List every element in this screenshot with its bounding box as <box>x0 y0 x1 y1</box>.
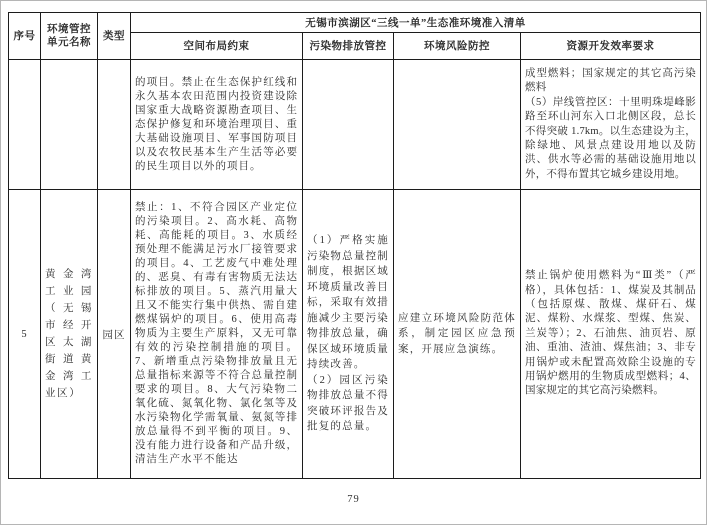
cell-row5-index: 5 <box>9 190 41 479</box>
cell-row5-resource: 禁止锅炉使用燃料为“Ⅲ类”（严格），具体包括：1、煤炭及其制品（包括原煤、散煤、煤矸石、煤泥、煤粉、水煤浆、型煤、焦炭、兰炭等）；2、石油焦、油页岩、原油、重油、渣油、煤焦油；3、非专用锅炉或未配置高效除尘设施的专用锅炉燃用的生物质成型燃料；4、国家规定的其它高污染燃料。 <box>521 190 701 479</box>
table-title: 无锡市滨湖区“三线一单”生态准环境准入清单 <box>131 13 701 33</box>
col-header-index: 序号 <box>9 13 41 60</box>
col-header-resource: 资源开发效率要求 <box>521 33 701 60</box>
cell-row5-pollutant: （1）严格实施污染物总量控制制度，根据区域环境质量改善目标，采取有效措施减少主要污染物排放总量，确保区域环境质量持续改善。 （2）园区污染物排放总量不得突破环评报告及批复的总量。 <box>303 190 394 479</box>
cell-row5-unit-name: 黄金湾工业园（无锡市经开区太湖街道黄金湾工业区） <box>41 190 98 479</box>
cell-row1-resource: 成型燃料；国家规定的其它高污染燃料 （5）岸线管控区：十里明珠堤峰影路至环山河东入口北侧区段，总长不得突破 1.7km。以生态建设为主，除绿地、风景点建设用地以及防洪、供水等必需的基础设施用地以外，不得布置其它城乡建设用地。 <box>521 60 701 190</box>
col-header-spatial: 空间布局约束 <box>131 33 303 60</box>
cell-row5-risk: 应建立环境风险防范体系，制定园区应急预案，开展应急演练。 <box>394 190 521 479</box>
header-row-title <box>9 13 701 33</box>
page-number: 79 <box>347 494 360 505</box>
cell-row1-index <box>9 60 41 190</box>
col-header-unit-name: 环境管控单元名称 <box>41 13 98 60</box>
cell-row1-pollutant <box>303 60 394 190</box>
cell-row5-spatial: 禁止：1、不符合园区产业定位的污染项目。2、高水耗、高物耗、高能耗的项目。3、水质经预处理不能满足污水厂接管要求的项目。4、工艺废气中难处理的、恶臭、有毒有害物质无法达标排放的项目。5、蒸汽用量大且又不能实行集中供热、需自建燃煤锅炉的项目。6、使用高毒物质为主要生产原料，又无可靠有效的污染控制措施的项目。7、新增重点污染物排放量且无总量指标来源等不符合总量控制要求的项目。8、大气污染物二氧化硫、氮氧化物、氯化氢等及水污染物化学需氧量、氨氮等排放总量得不到平衡的项目。9、没有能力进行设备和产品升级，清洁生产水平不能达 <box>131 190 303 479</box>
table-row-5 <box>9 190 701 479</box>
regulation-table <box>8 12 701 479</box>
col-header-type: 类型 <box>98 13 131 60</box>
cell-row1-spatial: 的项目。禁止在生态保护红线和永久基本农田范围内投资建设除国家重大战略资源勘查项目、生态保护修复和环境治理项目、重大基础设施项目、军事国防项目以及农牧民基本生产生活等必要的民生项目以外的项目。 <box>131 60 303 190</box>
table-row-continuation <box>9 60 701 190</box>
cell-row1-type <box>98 60 131 190</box>
col-header-risk: 环境风险防控 <box>394 33 521 60</box>
cell-row1-risk <box>394 60 521 190</box>
cell-row5-type: 园区 <box>98 190 131 479</box>
cell-row1-unit-name <box>41 60 98 190</box>
col-header-pollutant: 污染物排放管控 <box>303 33 394 60</box>
